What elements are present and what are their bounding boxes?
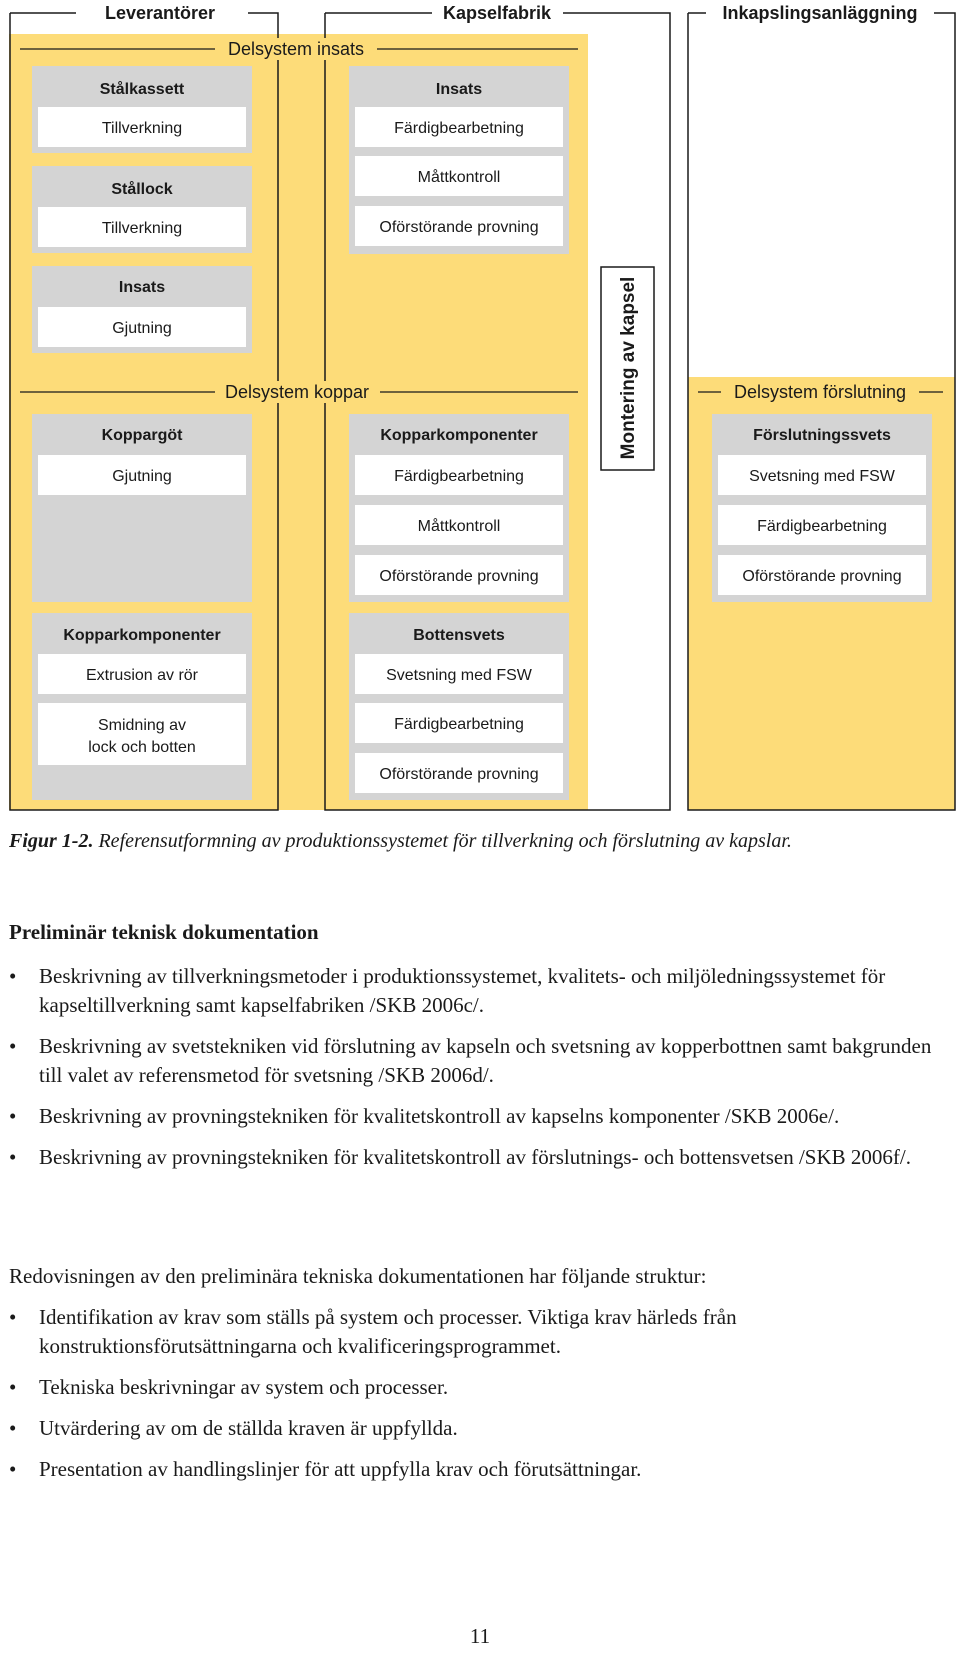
- group-title: Stållock: [111, 181, 173, 198]
- structure-paragraph: Redovisningen av den preliminära tekniska dokumentationen har följande struktur:: [9, 1264, 707, 1288]
- process-step: Smidning av: [97, 717, 187, 734]
- process-step: Färdigbearbetning: [394, 716, 524, 733]
- process-step: Extrusion av rör: [85, 667, 199, 684]
- group-copper-ingot: [32, 414, 252, 602]
- subsystem-copper-label: Delsystem koppar: [224, 382, 370, 402]
- process-step: Oförstörande provning: [742, 568, 902, 585]
- group-title: Bottensvets: [413, 627, 505, 644]
- subsystem-insert-label: Delsystem insats: [227, 39, 365, 59]
- assembly-label: Montering av kapsel: [618, 276, 639, 460]
- subsystem-sealing-label: Delsystem förslutning: [733, 382, 907, 402]
- group-title: Förslutningssvets: [753, 427, 891, 444]
- column-plant-label: Inkapslingsanläggning: [722, 3, 918, 23]
- group-steel-lid: [32, 166, 252, 253]
- process-step: Måttkontroll: [417, 518, 501, 535]
- column-suppliers-label: Leverantörer: [104, 3, 216, 23]
- group-insert-casting: [32, 266, 252, 353]
- process-step: Gjutning: [112, 468, 172, 485]
- structure-list: [9, 1303, 954, 1496]
- group-bottom-weld: [349, 613, 569, 800]
- process-step: Färdigbearbetning: [394, 120, 524, 137]
- list-item: • Tekniska beskrivningar av system och processer.: [9, 1373, 954, 1402]
- section-heading: Preliminär teknisk dokumentation: [9, 920, 319, 944]
- group-copper-components-factory: [349, 414, 569, 602]
- group-copper-components-supplier: [32, 613, 252, 800]
- group-insert-factory: [349, 66, 569, 254]
- group-steel-tube: [32, 66, 252, 153]
- process-step: Oförstörande provning: [379, 568, 539, 585]
- list-item: • Beskrivning av provningstekniken för kvalitetskontroll av kapselns komponenter /SKB 2006e/.: [9, 1102, 954, 1131]
- process-step: Färdigbearbetning: [757, 518, 887, 535]
- figure-caption-text: Referensutformning av produktionssystemet för tillverkning och förslutning av kapslar.: [98, 830, 792, 852]
- process-step: Tillverkning: [101, 220, 183, 237]
- process-step: Oförstörande provning: [379, 766, 539, 783]
- process-step: Svetsning med FSW: [749, 468, 895, 485]
- group-title: Kopparkomponenter: [380, 427, 538, 444]
- group-title: Insats: [118, 279, 166, 296]
- group-title: Insats: [435, 81, 483, 98]
- group-title: Koppargöt: [101, 427, 183, 444]
- process-step: Måttkontroll: [417, 169, 501, 186]
- list-item: • Presentation av handlingslinjer för att uppfylla krav och förutsättningar.: [9, 1455, 954, 1484]
- process-step: Oförstörande provning: [379, 219, 539, 236]
- list-item: • Utvärdering av om de ställda kraven är uppfyllda.: [9, 1414, 954, 1443]
- process-step: Gjutning: [112, 320, 172, 337]
- page-number: 11: [469, 1624, 491, 1648]
- process-step: Svetsning med FSW: [386, 667, 532, 684]
- list-item: • Beskrivning av svetstekniken vid förslutning av kapseln och svetsning av kopperbottnen samt bakgrunden till valet av referensmetod för svetsning /SKB 2006d/.: [9, 1032, 954, 1090]
- list-item: • Beskrivning av provningstekniken för kvalitetskontroll av förslutnings- och bottensvetsen /SKB 2006f/.: [9, 1143, 954, 1172]
- column-factory-label: Kapselfabrik: [442, 3, 552, 23]
- group-title: Kopparkomponenter: [63, 627, 221, 644]
- list-item: • Identifikation av krav som ställs på system och processer. Viktiga krav härleds från konstruktionsförutsättningarna och kvalificeringsprogrammet.: [9, 1303, 954, 1361]
- list-item: • Beskrivning av tillverkningsmetoder i produktionssystemet, kvalitets- och miljöledningssystemet för kapseltillverkning samt kapselfabriken /SKB 2006c/.: [9, 962, 954, 1020]
- figure-caption: [9, 830, 792, 853]
- figure-caption-label: Figur 1-2.: [9, 830, 94, 852]
- process-step: Tillverkning: [101, 120, 183, 137]
- process-step: Färdigbearbetning: [394, 468, 524, 485]
- documentation-list: [9, 962, 954, 1184]
- production-system-diagram: [0, 0, 960, 815]
- process-step: lock och botten: [88, 739, 196, 756]
- group-title: Stålkassett: [99, 81, 185, 98]
- group-sealing-weld: [712, 414, 932, 602]
